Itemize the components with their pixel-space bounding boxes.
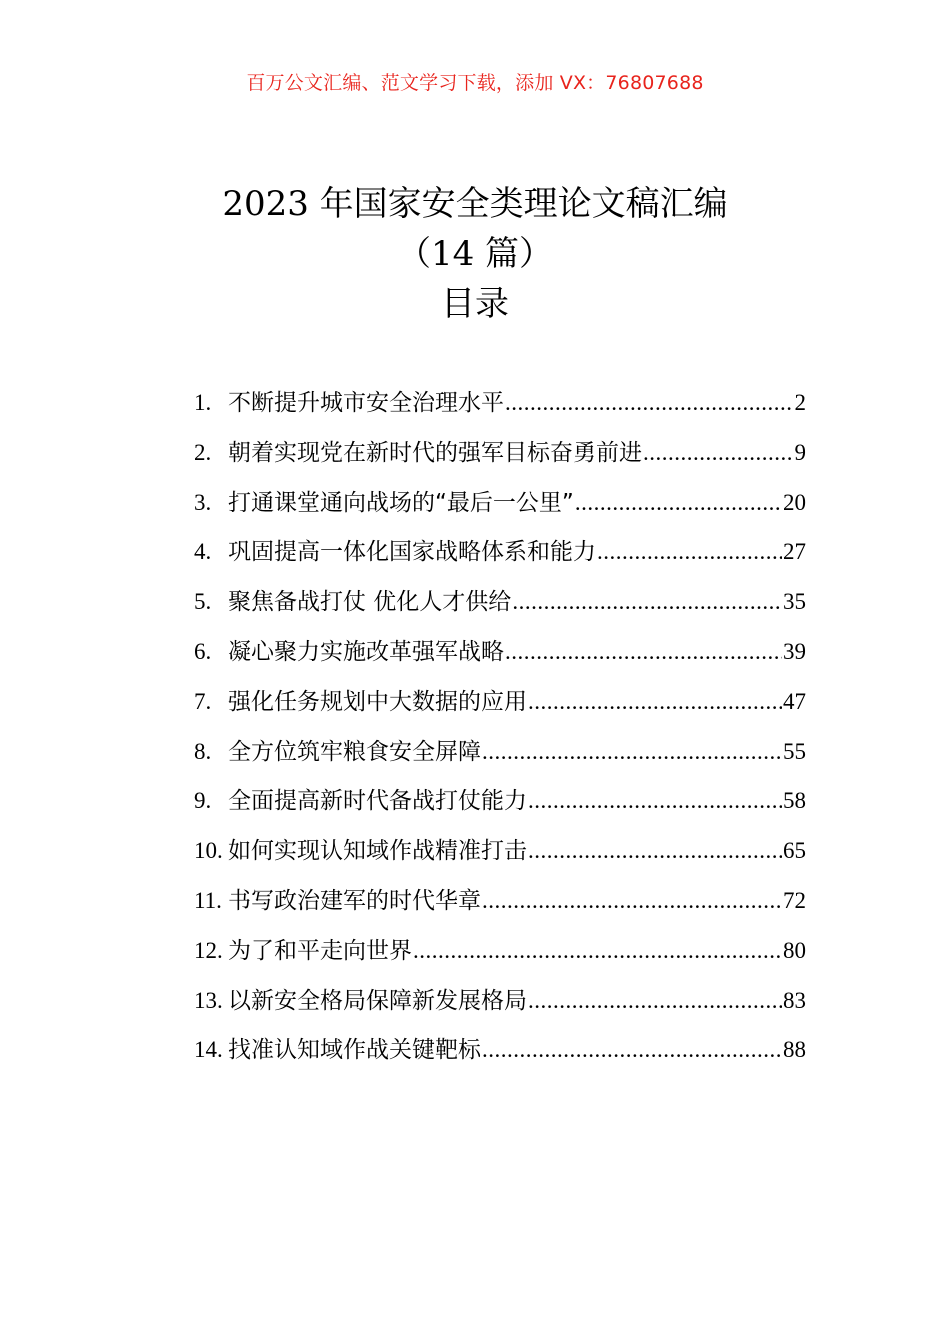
toc-entry-number: 11.	[194, 887, 222, 913]
toc-entry-title: 为了和平走向世界	[228, 937, 412, 964]
toc-entry[interactable]	[194, 881, 806, 931]
toc-entry-page: 9	[794, 439, 806, 465]
toc-entry-page: 80	[783, 937, 806, 963]
toc-entry-number: 7.	[194, 688, 212, 714]
toc-leader-dots	[482, 1030, 782, 1070]
toc-leader-dots	[643, 433, 794, 473]
toc-entry-title: 如何实现认知域作战精准打击	[228, 838, 527, 865]
toc-entry-number: 1.	[194, 390, 212, 415]
toc-entry-title: 找准认知域作战关键靶标	[228, 1037, 481, 1064]
toc-entry[interactable]	[194, 831, 806, 881]
table-of-contents	[194, 383, 806, 1080]
toc-entry-title: 书写政治建军的时代华章	[228, 887, 481, 914]
toc-leader-dots	[505, 383, 794, 423]
toc-leader-dots	[575, 483, 782, 523]
toc-leader-dots	[413, 931, 782, 971]
toc-entry-page: 27	[783, 539, 806, 565]
toc-entry-page: 47	[783, 688, 806, 714]
toc-entry-title: 不断提升城市安全治理水平	[228, 390, 504, 416]
toc-entry-number: 5.	[194, 589, 212, 615]
toc-entry[interactable]	[194, 483, 806, 533]
toc-entry-page: 20	[783, 489, 806, 515]
toc-entry[interactable]	[194, 682, 806, 732]
toc-leader-dots	[505, 632, 782, 672]
toc-entry-number: 8.	[194, 738, 212, 764]
toc-entry-page: 72	[783, 887, 806, 913]
toc-entry-page: 2	[794, 390, 806, 415]
toc-entry-title: 凝心聚力实施改革强军战略	[228, 638, 504, 665]
toc-entry-page: 83	[783, 987, 806, 1013]
toc-entry-page: 65	[783, 838, 806, 864]
toc-entry-number: 13.	[194, 987, 223, 1013]
toc-entry-title: 聚焦备战打仗 优化人才供给	[228, 589, 512, 616]
toc-entry-number: 12.	[194, 937, 223, 963]
toc-entry-number: 9.	[194, 788, 212, 814]
toc-entry[interactable]	[194, 981, 806, 1031]
toc-entry-title: 打通课堂通向战场的“最后一公里”	[228, 489, 574, 516]
toc-leader-dots	[528, 831, 782, 871]
toc-entry-title: 巩固提高一体化国家战略体系和能力	[228, 539, 596, 566]
toc-entry[interactable]	[194, 532, 806, 582]
toc-entry-title: 朝着实现党在新时代的强军目标奋勇前进	[228, 439, 642, 466]
toc-leader-dots	[528, 682, 782, 722]
document-subtitle: （14 篇）	[396, 234, 554, 274]
toc-entry[interactable]	[194, 1030, 806, 1080]
toc-entry-page: 39	[783, 638, 806, 664]
toc-entry-title: 以新安全格局保障新发展格局	[228, 987, 527, 1014]
document-title: 2023 年国家安全类理论文稿汇编	[222, 184, 728, 224]
toc-leader-dots	[482, 881, 782, 921]
toc-entry[interactable]	[194, 632, 806, 682]
toc-entry[interactable]	[194, 582, 806, 632]
toc-entry-number: 2.	[194, 439, 212, 465]
toc-leader-dots	[512, 582, 782, 622]
toc-entry-title: 全方位筑牢粮食安全屏障	[228, 738, 481, 765]
toc-entry-page: 55	[783, 738, 806, 764]
toc-entry[interactable]	[194, 931, 806, 981]
toc-entry-page: 35	[783, 589, 806, 615]
toc-entry-number: 10.	[194, 838, 223, 864]
toc-leader-dots	[528, 981, 782, 1021]
toc-entry-number: 6.	[194, 638, 212, 664]
toc-entry-page: 58	[783, 788, 806, 814]
toc-entry[interactable]	[194, 732, 806, 782]
toc-entry-number: 14.	[194, 1037, 223, 1063]
toc-heading: 目录	[441, 284, 509, 324]
toc-entry[interactable]	[194, 433, 806, 483]
toc-entry-title: 强化任务规划中大数据的应用	[228, 688, 527, 715]
toc-entry-number: 3.	[194, 489, 212, 515]
toc-entry-number: 4.	[194, 539, 212, 565]
toc-entry-page: 88	[783, 1037, 806, 1063]
toc-leader-dots	[482, 732, 782, 772]
toc-entry[interactable]	[194, 383, 806, 433]
header-note: 百万公文汇编、范文学习下载，添加 VX：76807688	[246, 72, 704, 94]
toc-entry[interactable]	[194, 781, 806, 831]
toc-leader-dots	[597, 532, 782, 572]
toc-entry-title: 全面提高新时代备战打仗能力	[228, 788, 527, 815]
toc-leader-dots	[528, 781, 782, 821]
